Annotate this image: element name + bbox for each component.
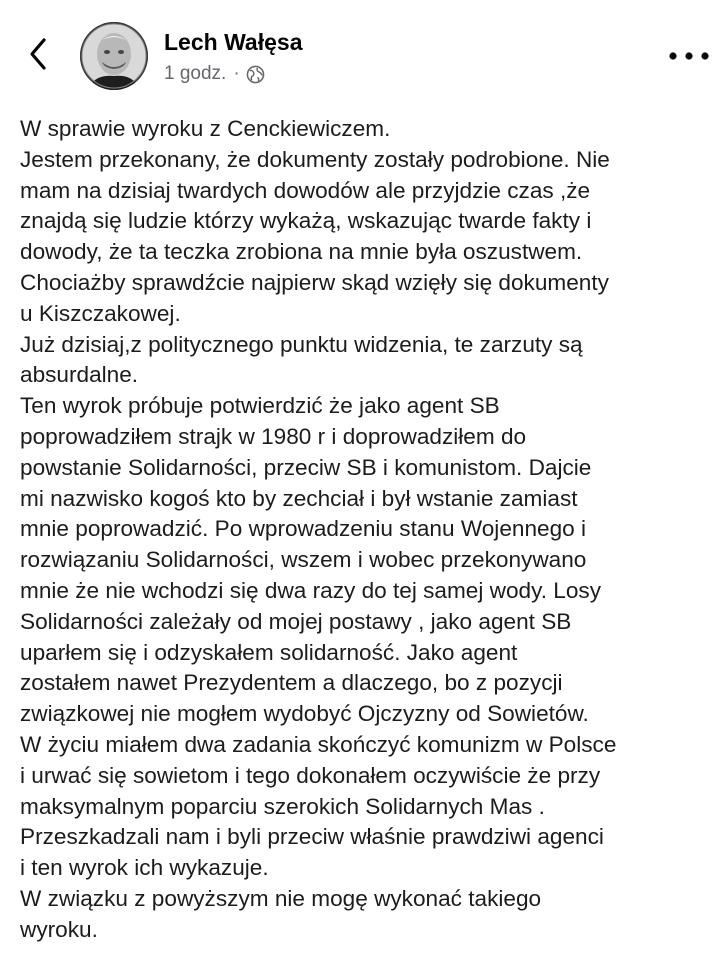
- post-line: absurdalne.: [20, 362, 139, 388]
- post-line: znajdą się ludzie którzy wykażą, wskazując twarde fakty i: [20, 208, 592, 234]
- post-line: zostałem nawet Prezydentem a dlaczego, bo z pozycji: [20, 670, 563, 696]
- post-line: dowody, że ta teczka zrobiona na mnie była oszustwem.: [20, 239, 583, 265]
- post-line: związkowej nie mogłem wydobyć Ojczyzny od Sowietów.: [20, 701, 589, 727]
- post-timestamp[interactable]: 1 godz.: [164, 63, 227, 84]
- post-header: [0, 0, 727, 100]
- post-line: W życiu miałem dwa zadania skończyć komunizm w Polsce: [20, 731, 617, 757]
- post-line: i ten wyrok ich wykazuje.: [20, 855, 269, 881]
- post-line: rozwiązaniu Solidarności, wszem i wobec przekonywano: [20, 547, 587, 573]
- post-line: mnie że nie wchodzi się dwa razy do tej samej wody. Losy: [20, 577, 602, 603]
- post-line: mi nazwisko kogoś kto by zechciał i był wstanie zamiast: [20, 485, 578, 511]
- back-button[interactable]: [22, 32, 56, 76]
- post-line: Przeszkadzali nam i byli przeciw właśnie prawdziwi agenci: [20, 824, 604, 850]
- post-line: W sprawie wyroku z Cenckiewiczem.: [20, 116, 391, 141]
- post-line: Chociażby sprawdźcie najpierw skąd wzięły się dokumenty: [20, 269, 609, 295]
- post-line: wyroku.: [20, 916, 98, 942]
- profile-photo: [80, 22, 148, 90]
- post-line: i urwać się sowietom i tego dokonałem oczywiście że przy: [20, 762, 601, 788]
- post-line: Solidarności zależały od mojej postawy , jako agent SB: [20, 608, 572, 634]
- post-line: u Kiszczakowej.: [20, 300, 181, 326]
- author-name[interactable]: Lech Wałęsa: [164, 29, 303, 55]
- post-line: uparłem się i odzyskałem solidarność. Jako agent: [20, 639, 518, 665]
- post-line: powstanie Solidarności, przeciw SB i komunistom. Dajcie: [20, 454, 592, 480]
- post-meta: [164, 60, 265, 88]
- post-line: Ten wyrok próbuje potwierdzić że jako agent SB: [20, 393, 500, 419]
- post-line: W związku z powyższym nie mogę wykonać takiego: [20, 885, 542, 911]
- post-line: mnie poprowadzić. Po wprowadzeniu stanu Wojennego i: [20, 516, 587, 542]
- more-horizontal-icon: [666, 46, 712, 66]
- post-line: maksymalnym poparciu szerokich Solidarnych Mas .: [20, 793, 545, 819]
- post-line: Jestem przekonany, że dokumenty zostały podrobione. Nie: [20, 146, 610, 172]
- meta-separator: ·: [233, 63, 240, 84]
- chevron-left-icon: [22, 32, 56, 76]
- globe-icon: [246, 65, 265, 84]
- avatar[interactable]: [80, 22, 148, 90]
- post-body: [20, 114, 720, 946]
- post-line: mam na dzisiaj twardych dowodów ale przyjdzie czas ,że: [20, 177, 591, 203]
- post-line: poprowadziłem strajk w 1980 r i doprowadziłem do: [20, 423, 527, 449]
- post-line: Już dzisiaj,z politycznego punktu widzenia, te zarzuty są: [20, 331, 583, 357]
- more-options-button[interactable]: [666, 46, 712, 66]
